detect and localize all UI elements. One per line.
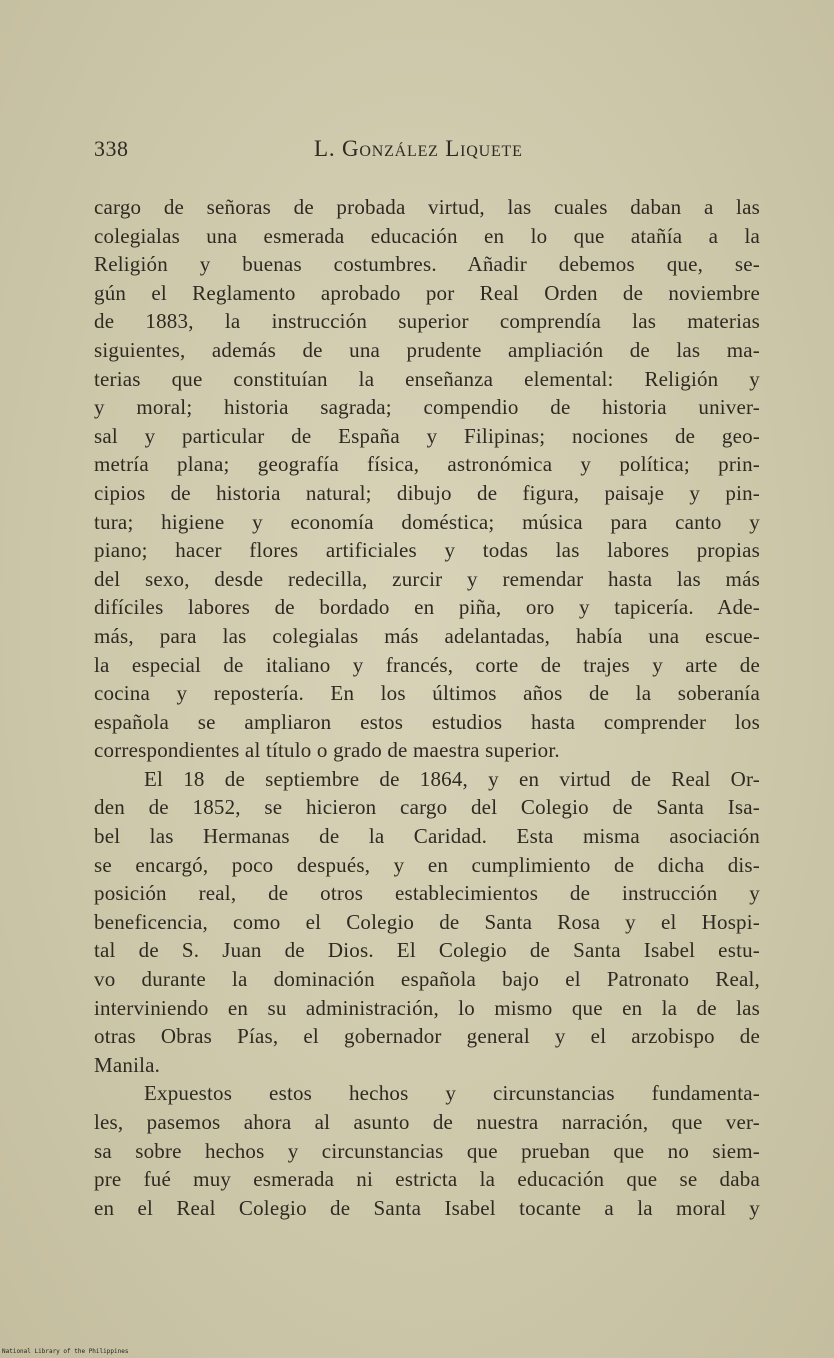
text-line: del sexo, desde redecilla, zurcir y remendar hasta las más (94, 566, 760, 591)
body-text (94, 193, 760, 1222)
text-line: den de 1852, se hicieron cargo del Colegio de Santa Isa- (94, 795, 760, 820)
text-line: gún el Reglamento aprobado por Real Orden de noviembre (94, 280, 760, 305)
text-line: correspondientes al título o grado de maestra superior. (94, 738, 560, 763)
text-line: se encargó, poco después, y en cumplimiento de dicha dis- (94, 852, 760, 877)
text-line: la especial de italiano y francés, corte de trajes y arte de (94, 652, 760, 677)
text-line: bel las Hermanas de la Caridad. Esta misma asociación (94, 824, 760, 849)
text-line: vo durante la dominación española bajo el Patronato Real, (94, 967, 760, 992)
text-line: interviniendo en su administración, lo mismo que en la de las (94, 995, 760, 1020)
text-line: sa sobre hechos y circunstancias que prueban que no siem- (94, 1138, 760, 1163)
page-header (94, 136, 760, 170)
running-title: L. González Liquete (314, 136, 523, 161)
text-line: otras Obras Pías, el gobernador general y el arzobispo de (94, 1024, 760, 1049)
page-number: 338 (94, 136, 129, 161)
text-line: española se ampliaron estos estudios hasta comprender los (94, 709, 760, 734)
text-line: pre fué muy esmerada ni estricta la educación que se daba (94, 1167, 760, 1192)
text-line: tal de S. Juan de Dios. El Colegio de Santa Isabel estu- (94, 938, 760, 963)
text-line: en el Real Colegio de Santa Isabel tocante a la moral y (94, 1195, 760, 1220)
text-line: y moral; historia sagrada; compendio de historia univer- (94, 395, 760, 420)
text-line: siguientes, además de una prudente ampliación de las ma- (94, 337, 760, 362)
text-line: Religión y buenas costumbres. Añadir debemos que, se- (94, 252, 760, 277)
text-line-paragraph-start: El 18 de septiembre de 1864, y en virtud de Real Or- (144, 766, 760, 791)
text-line: les, pasemos ahora al asunto de nuestra narración, que ver- (94, 1110, 760, 1134)
text-line: cipios de historia natural; dibujo de figura, paisaje y pin- (94, 480, 760, 505)
text-line-paragraph-start: Expuestos estos hechos y circunstancias fundamenta- (144, 1081, 760, 1106)
text-line: beneficencia, como el Colegio de Santa Rosa y el Hospi- (94, 909, 760, 934)
text-line: sal y particular de España y Filipinas; nociones de geo- (94, 423, 760, 448)
text-line: terias que constituían la enseñanza elemental: Religión y (94, 366, 760, 391)
text-line: posición real, de otros establecimientos de instrucción y (94, 881, 760, 906)
text-line: más, para las colegialas más adelantadas, había una escue- (94, 623, 760, 648)
text-line: cargo de señoras de probada virtud, las cuales daban a las (94, 195, 760, 219)
text-line: cocina y repostería. En los últimos años de la soberanía (94, 681, 760, 706)
text-line: metría plana; geografía física, astronómica y política; prin- (94, 452, 760, 477)
text-line: piano; hacer flores artificiales y todas las labores propias (94, 538, 760, 563)
library-credit: National Library of the Philippines (2, 1348, 129, 1355)
text-line: tura; higiene y economía doméstica; música para canto y (94, 509, 760, 534)
text-line: colegialas una esmerada educación en lo que atañía a la (94, 223, 760, 248)
text-line: de 1883, la instrucción superior comprendía las materias (94, 309, 760, 334)
text-line: difíciles labores de bordado en piña, oro y tapicería. Ade- (94, 595, 760, 620)
text-line: Manila. (94, 1052, 161, 1077)
